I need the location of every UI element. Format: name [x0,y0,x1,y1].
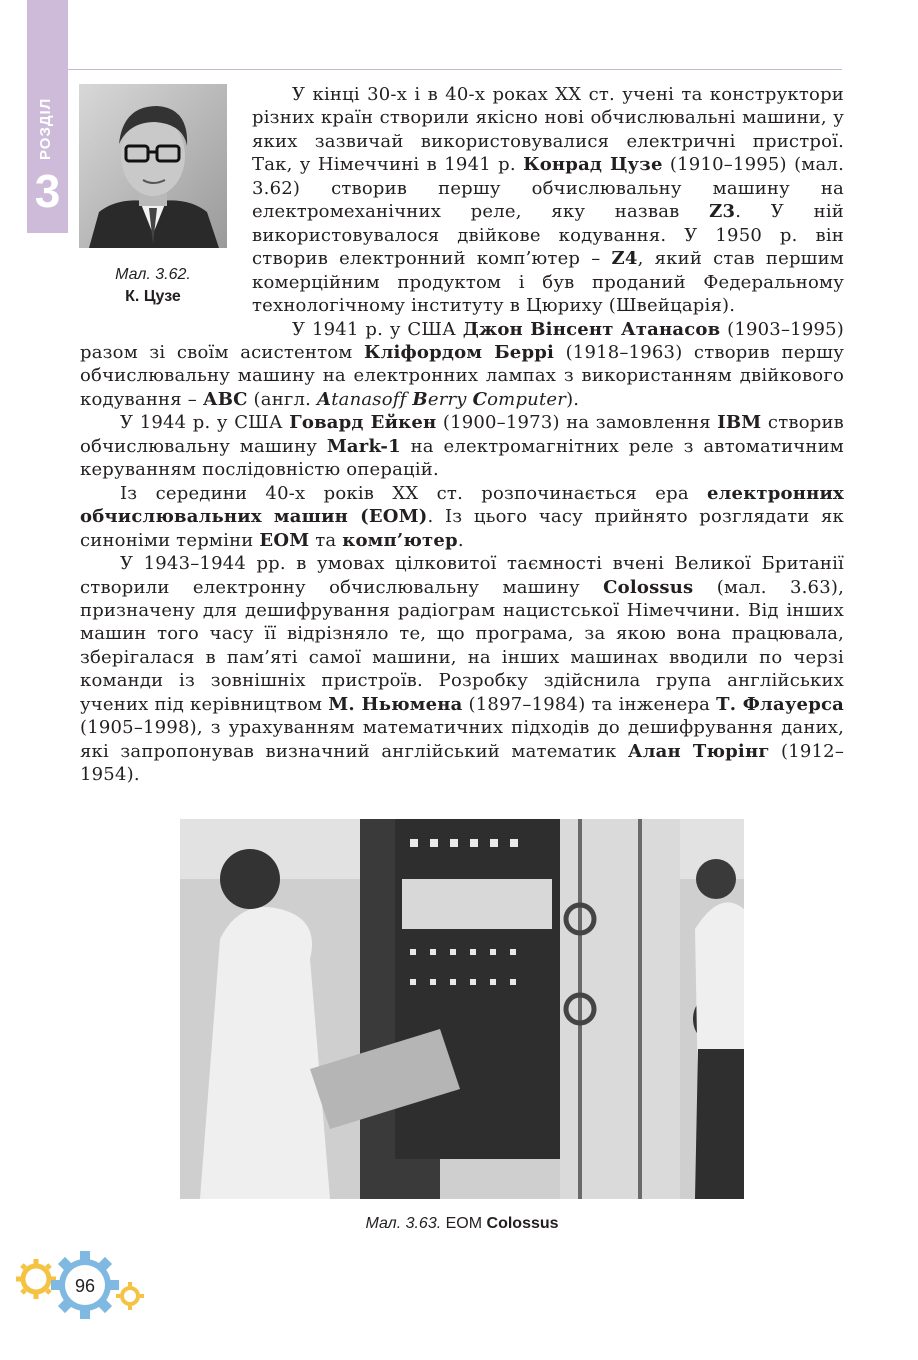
text-run: . Із цього часу прийнято розглядати як синоніми терміни [80,506,844,551]
text-run: (англ. [247,388,318,410]
text-run: B [412,388,428,410]
text-run: . [457,529,464,551]
text-run: У 1941 р. у США [292,318,463,340]
text-run: Z4 [611,248,638,270]
text-run: (мал. 3.63), призначену для дешифрування радіограм нацистської Німеччини. Від інших машин того часу її відрізняло те, що програма, за якою вона працювала, зберігалася в пам’яті самої машини, на інших машинах вводили по черзі команди із зовнішніх пристроїв. Розробку здійснила група англійських учених під керівництвом [80,576,845,715]
paragraph-5 [80,552,844,787]
text-run: . У ній використовувалося двійкове кодування. У 1950 р. він створив електронний комп’ютер – [252,201,844,270]
text-run: (1903–1995) разом зі своїм асистентом [80,318,844,363]
text-run: (1897–1984) та інженера [462,693,717,715]
text-run: IBM [717,412,762,434]
text-run: A [317,388,332,410]
text-run: Z3 [709,201,736,223]
header-rule [68,69,842,70]
fig-63-text: ЕОМ [445,1215,483,1232]
chapter-word: РОЗДІЛ [37,97,54,160]
text-run: У кінці 30-х і в 40-х роках XX ст. учені та конструктори різних країн створили якісно нові обчислювальні машини, у яких зазвичай використовувалися електричні пристрої. Так, у Німеччині в 1941 р. [252,84,844,176]
text-run: Алан Тюрінг [627,740,770,762]
text-run: Конрад Цузе [523,154,663,176]
text-run: на електромагнітних реле з автоматичним керуванням послідовністю операцій. [80,435,844,481]
text-run: та [309,529,343,551]
chapter-number: 3 [34,165,61,217]
text-run: ). [566,388,580,410]
chapter-tab [27,0,68,233]
text-run: Із середини 40-х років XX ст. розпочинається ера [120,482,708,504]
paragraph-4 [80,482,844,552]
fig-63-caption [180,1215,744,1233]
text-run: ЕОМ [259,529,310,551]
text-run: У 1943–1944 рр. в умовах цілковитої таємності вчені Великої Британії створили електронну обчислювальну машину [80,553,844,598]
colossus-photo-image [180,819,744,1199]
text-run: (1912–1954). [80,740,845,786]
fig-62-label: Мал. 3.62. [115,266,191,283]
paragraph-3 [80,411,844,481]
text-run: (1905–1998), з урахуванням математичних підходів до дешифрування даних, які запропонував визначний англійський математик [80,717,844,762]
text-run: (1918–1963) створив першу обчислювальну машину на електронних лампах з використанням двійкового кодування – [80,341,844,410]
text-run: (1900–1973) на замовлення [436,412,718,434]
text-run: створив обчислювальну машину [80,412,844,457]
text-run: erry [427,388,473,410]
text-run: omputer [487,388,567,410]
page-number: 96 [74,1276,96,1296]
text-run: Mark-1 [326,435,401,457]
fig-63-label: Мал. 3.63. [365,1215,442,1232]
fig-62-name: К. Цузе [125,288,181,305]
text-run: Т. Флауерса [716,693,844,715]
text-run: , який став першим комерційним продуктом і був проданий Федеральному технологічному інституту в Цюриху (Швейцарія). [252,248,844,317]
text-run: М. Ньюмена [328,693,463,715]
text-run: електронних обчислювальних машин (ЕОМ) [80,482,844,528]
text-run: C [472,388,488,410]
body-text [80,83,844,787]
text-run: tanasoff [331,388,413,410]
text-run: У 1944 р. у США [120,412,290,434]
text-run: комп’ютер [342,529,458,551]
text-run: Кліфордом Беррі [364,341,555,363]
text-run: (1910–1995) (мал. 3.62) створив першу обчислювальну машину на електромеханічних реле, яку назвав [252,154,844,223]
text-run: Говард Ейкен [289,412,437,434]
text-run: АВС [202,388,248,410]
fig-63-name: Colossus [486,1215,559,1232]
text-run: Джон Вінсент Атанасов [462,318,721,340]
text-run: Colossus [603,576,694,598]
